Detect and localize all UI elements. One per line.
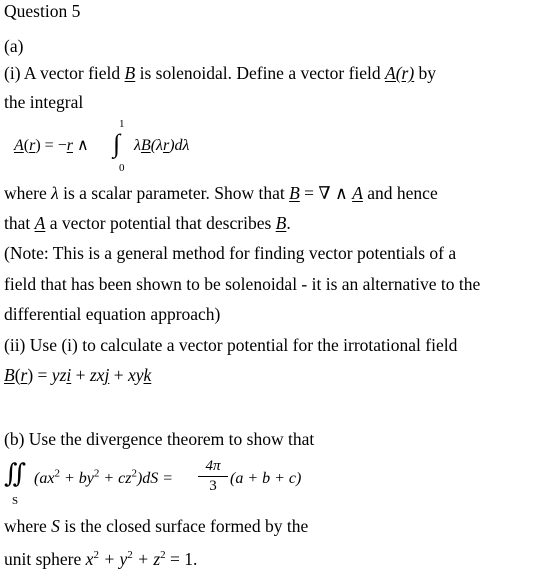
plus-1: + bbox=[71, 365, 90, 385]
part-a-label bbox=[4, 35, 23, 57]
term-yz: yz bbox=[51, 365, 67, 385]
vector-a-of-r: A(r) bbox=[385, 63, 415, 83]
integrand-b: B bbox=[140, 137, 151, 154]
lhs-a: A bbox=[14, 137, 24, 154]
curl-operator: = ∇ ∧ bbox=[304, 183, 348, 203]
part-a-i-line1 bbox=[4, 62, 436, 84]
note-line-1-text: (Note: This is a general method for finding vector potentials of a bbox=[4, 243, 457, 263]
wedge-symbol: ∧ bbox=[76, 137, 89, 154]
part-a-label-text: (a) bbox=[4, 36, 24, 56]
lambda-symbol: λ bbox=[134, 137, 141, 154]
part-a-i-prefix: (i) A vector field bbox=[4, 63, 121, 83]
where-line bbox=[4, 182, 438, 204]
sup-2a: 2 bbox=[54, 467, 60, 480]
fraction-numerator: 4π bbox=[205, 458, 221, 474]
term-by: + by bbox=[59, 470, 94, 487]
sphere-sup-z: 2 bbox=[160, 549, 166, 562]
part-a-i-suffix: by bbox=[418, 63, 437, 83]
integral-integrand bbox=[134, 135, 189, 157]
lhs-paren-open: ( bbox=[23, 137, 30, 154]
part-a-i-line2-text: the integral bbox=[4, 92, 84, 112]
term-xy: xy bbox=[127, 365, 144, 385]
sphere-sup-x: 2 bbox=[93, 549, 99, 562]
where-s-rest: is the closed surface formed by the bbox=[64, 516, 309, 536]
field-paren-close: ) = bbox=[27, 365, 52, 385]
where-s-text: where bbox=[4, 516, 47, 536]
integral-lower-limit: 0 bbox=[119, 162, 125, 174]
fraction-denominator: 3 bbox=[209, 478, 217, 494]
that-a: A bbox=[34, 213, 46, 233]
unit-i: i bbox=[66, 365, 72, 385]
fraction-4pi-over-3 bbox=[198, 459, 228, 494]
note-line-3-text: differential equation approach) bbox=[4, 304, 221, 324]
part-a-ii-line1 bbox=[4, 334, 457, 356]
sup-2c: 2 bbox=[131, 467, 137, 480]
field-r: r bbox=[20, 365, 28, 385]
term-ds: )dS = bbox=[136, 470, 174, 487]
sphere-z: + z bbox=[132, 549, 161, 569]
sphere-y: + y bbox=[98, 549, 128, 569]
sphere-sup-y: 2 bbox=[127, 549, 133, 562]
integral-sign: ∫ bbox=[113, 129, 121, 158]
that-line bbox=[4, 212, 291, 234]
sup-2b: 2 bbox=[93, 467, 100, 480]
where-s-line bbox=[4, 515, 308, 537]
term-zx: zx bbox=[89, 365, 105, 385]
that-line-mid: a vector potential that describes bbox=[49, 213, 272, 233]
field-b: B bbox=[4, 365, 15, 385]
where-text: where bbox=[4, 183, 47, 203]
where-a: A bbox=[352, 183, 363, 203]
fraction-bar bbox=[198, 476, 228, 477]
surface-integral bbox=[0, 455, 553, 510]
note-line-2-text: field that has been shown to be solenoidal - it is an alternative to the bbox=[4, 274, 481, 294]
plus-2: + bbox=[109, 365, 128, 385]
where-b: B bbox=[289, 183, 300, 203]
unit-sphere-line bbox=[4, 548, 197, 570]
unit-k: k bbox=[143, 365, 152, 385]
note-line-3 bbox=[4, 303, 220, 325]
and-hence-text: and hence bbox=[367, 183, 438, 203]
integrand-d-lambda: )dλ bbox=[169, 137, 190, 154]
surface-integrand bbox=[34, 468, 173, 490]
note-line-2 bbox=[4, 273, 480, 295]
that-text: that bbox=[4, 213, 31, 233]
integrand-paren-lambda: (λ bbox=[150, 137, 163, 154]
rhs-r: r bbox=[66, 137, 73, 154]
term-ax: (ax bbox=[34, 470, 55, 487]
field-paren-open: ( bbox=[14, 365, 21, 385]
unit-j: j bbox=[104, 365, 110, 385]
integrand-r: r bbox=[162, 137, 170, 154]
double-integral-sign: ∬ bbox=[4, 459, 27, 488]
part-a-i-mid: is solenoidal. Define a vector field bbox=[139, 63, 381, 83]
that-b: B bbox=[275, 213, 287, 233]
that-dot: . bbox=[286, 213, 291, 233]
symbol-s: S bbox=[51, 516, 60, 536]
vector-b: B bbox=[124, 63, 136, 83]
question-title bbox=[4, 0, 80, 22]
integral-lhs bbox=[14, 135, 89, 157]
lhs-r: r bbox=[29, 137, 36, 154]
part-b-text: (b) Use the divergence theorem to show that bbox=[4, 429, 315, 449]
part-a-i-line2 bbox=[4, 91, 83, 113]
lhs-paren-close: ) bbox=[35, 137, 41, 154]
unit-sphere-text: unit sphere bbox=[4, 549, 82, 569]
where-line-mid: is a scalar parameter. Show that bbox=[63, 183, 285, 203]
question-title-text: Question 5 bbox=[4, 1, 81, 21]
part-a-ii-field bbox=[4, 364, 151, 386]
note-line-1 bbox=[4, 242, 456, 264]
lambda-text: λ bbox=[51, 183, 59, 203]
integral-upper-limit: 1 bbox=[119, 118, 125, 130]
integral-subscript-s: S bbox=[12, 495, 19, 507]
sphere-equals-one: = 1. bbox=[165, 549, 198, 569]
surface-rhs bbox=[230, 468, 301, 490]
rhs-sum: (a + b + c) bbox=[230, 470, 302, 487]
term-cz: + cz bbox=[99, 470, 132, 487]
part-a-ii-text: (ii) Use (i) to calculate a vector potential for the irrotational field bbox=[4, 335, 458, 355]
part-b-line1 bbox=[4, 428, 314, 450]
equals-minus: = − bbox=[44, 137, 67, 154]
sphere-x: x bbox=[85, 549, 94, 569]
integral-definition bbox=[0, 118, 553, 176]
